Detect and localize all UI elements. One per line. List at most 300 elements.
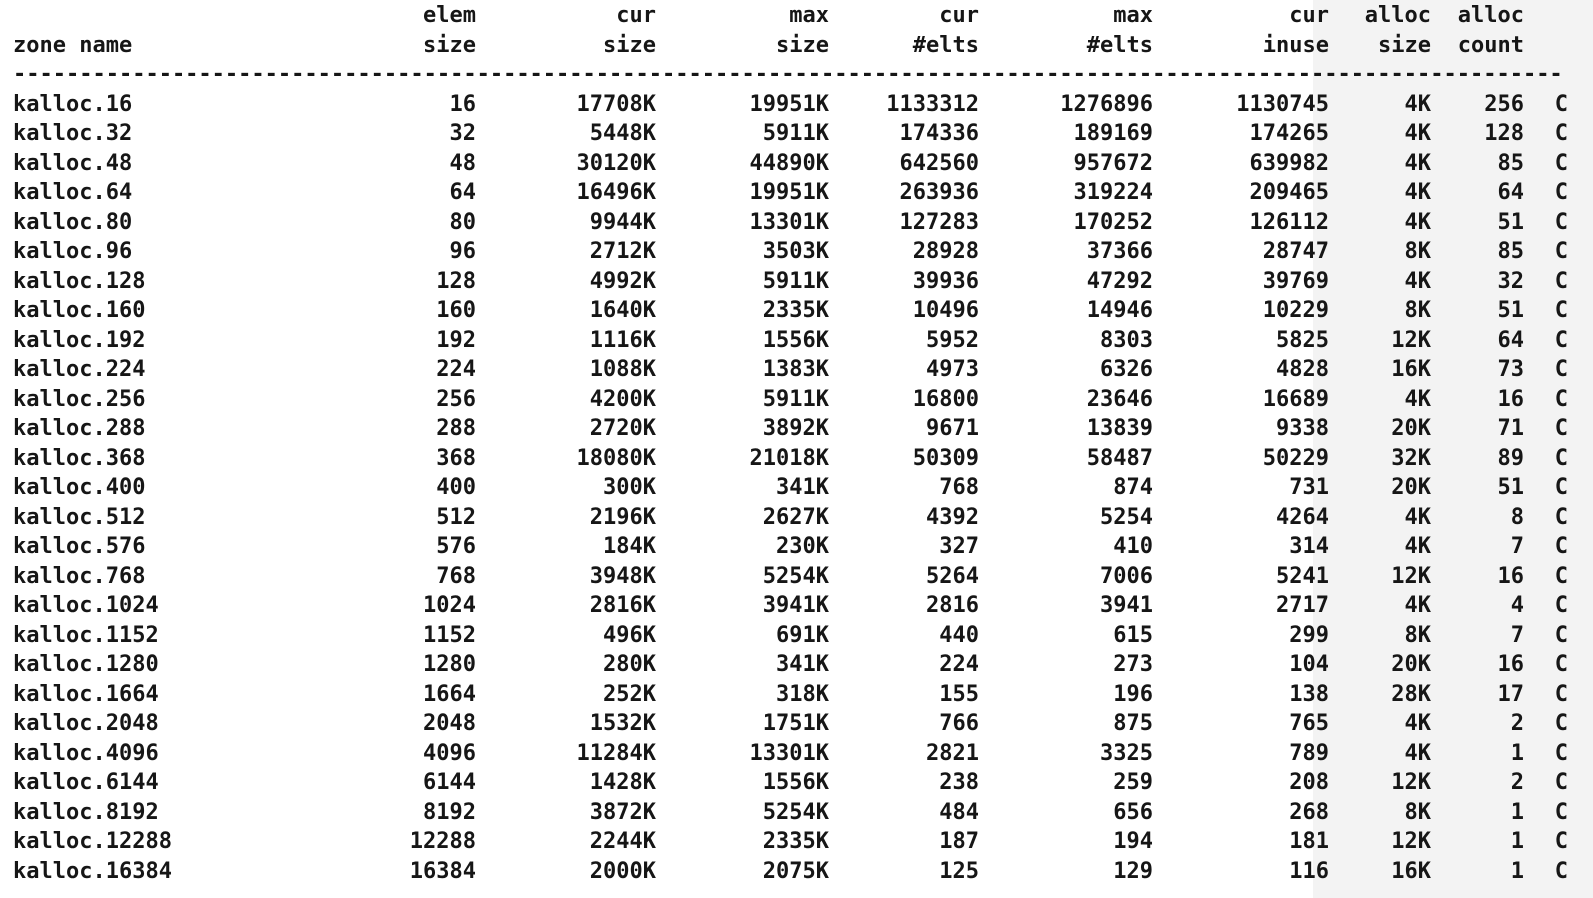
cell-cur-inuse: 174265 <box>1249 121 1329 146</box>
cell-flags: C <box>1554 327 1568 353</box>
cell-alloc-count: 85 <box>1497 150 1524 176</box>
cell-alloc-size: 4K <box>1404 209 1431 235</box>
cell-cur-size: 2244K <box>589 829 656 854</box>
cell-zone-name: kalloc.576 <box>13 534 146 559</box>
col-header-max-size: max <box>789 3 829 28</box>
cell-alloc-count: 51 <box>1497 209 1524 235</box>
cell-cur-inuse: 50229 <box>1262 445 1329 471</box>
cell-cur-size: 16496K <box>576 180 656 205</box>
cell-max-size: 1751K <box>762 711 829 736</box>
cell-elem-size: 768 <box>436 563 476 589</box>
cell-max-elts: 259 <box>1113 770 1153 795</box>
col-header-cur-elts: #elts <box>912 32 979 58</box>
cell-max-elts: 189169 <box>1073 121 1153 146</box>
cell-alloc-size: 20K <box>1391 475 1431 500</box>
cell-alloc-count: 89 <box>1497 445 1524 471</box>
cell-cur-elts: 2821 <box>926 740 979 766</box>
cell-elem-size: 1152 <box>423 622 476 648</box>
cell-zone-name: kalloc.288 <box>13 416 146 441</box>
cell-cur-inuse: 104 <box>1289 652 1329 677</box>
cell-max-size: 230K <box>776 534 829 559</box>
cell-cur-elts: 642560 <box>899 150 979 176</box>
cell-cur-elts: 1133312 <box>886 91 979 117</box>
cell-alloc-size: 12K <box>1391 563 1431 589</box>
table-row <box>13 296 1568 326</box>
cell-elem-size: 1664 <box>423 681 476 707</box>
cell-cur-inuse: 765 <box>1289 711 1329 736</box>
cell-zone-name: kalloc.32 <box>13 121 133 146</box>
table-row <box>13 237 1568 267</box>
cell-cur-elts: 125 <box>939 858 979 884</box>
cell-elem-size: 160 <box>436 298 476 323</box>
cell-alloc-count: 1 <box>1510 799 1524 825</box>
cell-cur-inuse: 268 <box>1289 799 1329 825</box>
cell-alloc-count: 32 <box>1497 268 1524 294</box>
cell-cur-elts: 484 <box>939 799 979 825</box>
cell-max-size: 1383K <box>762 357 829 382</box>
cell-max-size: 318K <box>776 681 829 707</box>
col-header-zone-name <box>13 1 349 31</box>
table-row <box>13 355 1568 385</box>
cell-elem-size: 1280 <box>423 652 476 677</box>
cell-alloc-size: 12K <box>1391 829 1431 854</box>
cell-cur-elts: 224 <box>939 652 979 677</box>
cell-alloc-count: 2 <box>1510 770 1524 795</box>
cell-max-elts: 319224 <box>1073 180 1153 205</box>
cell-alloc-size: 4K <box>1404 504 1431 530</box>
cell-alloc-count: 17 <box>1497 681 1524 707</box>
table-row <box>13 798 1568 828</box>
cell-alloc-count: 256 <box>1484 91 1524 117</box>
cell-cur-elts: 10496 <box>912 298 979 323</box>
cell-alloc-count: 51 <box>1497 298 1524 323</box>
col-header-cur-inuse: cur <box>1289 3 1329 28</box>
cell-cur-size: 1428K <box>589 770 656 795</box>
col-header-flags <box>1524 31 1568 61</box>
cell-max-elts: 3325 <box>1100 740 1153 766</box>
col-header-elem-size: size <box>423 32 476 58</box>
cell-cur-elts: 39936 <box>912 268 979 294</box>
cell-alloc-count: 16 <box>1497 386 1524 412</box>
col-header-alloc-size: alloc <box>1364 3 1431 28</box>
cell-max-size: 19951K <box>749 180 829 205</box>
cell-max-elts: 273 <box>1113 652 1153 677</box>
cell-zone-name: kalloc.6144 <box>13 770 159 795</box>
cell-alloc-count: 4 <box>1510 593 1524 618</box>
cell-cur-inuse: 5241 <box>1276 563 1329 589</box>
cell-zone-name: kalloc.16 <box>13 91 133 117</box>
cell-alloc-size: 4K <box>1404 534 1431 559</box>
cell-cur-size: 3948K <box>589 563 656 589</box>
cell-flags: C <box>1554 534 1568 559</box>
cell-cur-inuse: 4828 <box>1276 357 1329 382</box>
cell-cur-elts: 440 <box>939 622 979 648</box>
cell-cur-elts: 768 <box>939 475 979 500</box>
cell-flags: C <box>1554 150 1568 176</box>
cell-alloc-count: 71 <box>1497 416 1524 441</box>
cell-zone-name: kalloc.400 <box>13 475 146 500</box>
cell-max-elts: 37366 <box>1086 239 1153 264</box>
cell-cur-size: 1532K <box>589 711 656 736</box>
cell-zone-name: kalloc.768 <box>13 563 146 589</box>
col-header-flags <box>1524 1 1568 31</box>
cell-cur-inuse: 299 <box>1289 622 1329 648</box>
cell-cur-elts: 187 <box>939 829 979 854</box>
cell-flags: C <box>1554 298 1568 323</box>
cell-cur-elts: 16800 <box>912 386 979 412</box>
cell-max-size: 1556K <box>762 770 829 795</box>
cell-max-size: 19951K <box>749 91 829 117</box>
zone-table-body <box>13 90 1568 887</box>
cell-flags: C <box>1554 357 1568 382</box>
cell-cur-size: 17708K <box>576 91 656 117</box>
cell-alloc-size: 8K <box>1404 239 1431 264</box>
cell-alloc-size: 8K <box>1404 298 1431 323</box>
cell-cur-size: 18080K <box>576 445 656 471</box>
cell-cur-elts: 174336 <box>899 121 979 146</box>
cell-cur-inuse: 1130745 <box>1236 91 1329 117</box>
cell-max-size: 3503K <box>762 239 829 264</box>
cell-flags: C <box>1554 711 1568 736</box>
table-row <box>13 444 1568 474</box>
cell-elem-size: 368 <box>436 445 476 471</box>
cell-cur-elts: 263936 <box>899 180 979 205</box>
cell-alloc-size: 4K <box>1404 91 1431 117</box>
table-row <box>13 385 1568 415</box>
cell-zone-name: kalloc.1024 <box>13 593 159 618</box>
table-row <box>13 208 1568 238</box>
cell-cur-inuse: 639982 <box>1249 150 1329 176</box>
cell-flags: C <box>1554 475 1568 500</box>
col-header-cur-inuse: inuse <box>1262 32 1329 58</box>
table-row <box>13 532 1568 562</box>
cell-alloc-size: 28K <box>1391 681 1431 707</box>
cell-cur-elts: 28928 <box>912 239 979 264</box>
cell-cur-size: 184K <box>603 534 656 559</box>
cell-elem-size: 16384 <box>409 858 476 884</box>
table-row <box>13 149 1568 179</box>
cell-cur-size: 496K <box>603 622 656 648</box>
cell-flags: C <box>1554 563 1568 589</box>
cell-zone-name: kalloc.8192 <box>13 799 159 825</box>
cell-max-size: 3941K <box>762 593 829 618</box>
table-row <box>13 709 1568 739</box>
cell-alloc-size: 4K <box>1404 386 1431 412</box>
cell-alloc-size: 12K <box>1391 770 1431 795</box>
cell-max-size: 44890K <box>749 150 829 176</box>
cell-cur-inuse: 731 <box>1289 475 1329 500</box>
cell-alloc-count: 16 <box>1497 563 1524 589</box>
table-row <box>13 503 1568 533</box>
cell-cur-inuse: 138 <box>1289 681 1329 707</box>
table-row <box>13 414 1568 444</box>
cell-cur-size: 252K <box>603 681 656 707</box>
cell-cur-size: 2000K <box>589 858 656 884</box>
cell-zone-name: kalloc.192 <box>13 327 146 353</box>
cell-max-elts: 129 <box>1113 858 1153 884</box>
cell-cur-inuse: 181 <box>1289 829 1329 854</box>
cell-alloc-size: 16K <box>1391 858 1431 884</box>
cell-alloc-size: 4K <box>1404 268 1431 294</box>
cell-cur-size: 9944K <box>589 209 656 235</box>
cell-alloc-size: 32K <box>1391 445 1431 471</box>
cell-max-size: 341K <box>776 475 829 500</box>
cell-max-size: 13301K <box>749 209 829 235</box>
table-row <box>13 119 1568 149</box>
cell-max-size: 1556K <box>762 327 829 353</box>
col-header-alloc-count: count <box>1457 32 1524 58</box>
cell-cur-inuse: 209465 <box>1249 180 1329 205</box>
cell-flags: C <box>1554 681 1568 707</box>
cell-flags: C <box>1554 652 1568 677</box>
cell-cur-elts: 155 <box>939 681 979 707</box>
cell-max-size: 341K <box>776 652 829 677</box>
cell-max-elts: 196 <box>1113 681 1153 707</box>
cell-max-elts: 47292 <box>1086 268 1153 294</box>
cell-alloc-size: 8K <box>1404 799 1431 825</box>
cell-cur-inuse: 10229 <box>1262 298 1329 323</box>
table-row <box>13 857 1568 887</box>
cell-max-size: 2335K <box>762 298 829 323</box>
cell-alloc-size: 4K <box>1404 740 1431 766</box>
col-header-zone-name: zone name <box>13 32 133 58</box>
cell-flags: C <box>1554 209 1568 235</box>
terminal-output <box>13 1 1568 886</box>
cell-cur-elts: 327 <box>939 534 979 559</box>
cell-max-size: 2075K <box>762 858 829 884</box>
cell-cur-inuse: 9338 <box>1276 416 1329 441</box>
cell-zone-name: kalloc.48 <box>13 150 133 176</box>
cell-max-size: 2627K <box>762 504 829 530</box>
cell-cur-size: 1640K <box>589 298 656 323</box>
cell-elem-size: 80 <box>449 209 476 235</box>
cell-flags: C <box>1554 799 1568 825</box>
cell-max-size: 5911K <box>762 386 829 412</box>
cell-alloc-size: 16K <box>1391 357 1431 382</box>
cell-flags: C <box>1554 740 1568 766</box>
cell-alloc-size: 20K <box>1391 416 1431 441</box>
cell-zone-name: kalloc.368 <box>13 445 146 471</box>
cell-cur-inuse: 4264 <box>1276 504 1329 530</box>
cell-zone-name: kalloc.1152 <box>13 622 159 648</box>
cell-max-size: 5254K <box>762 563 829 589</box>
cell-max-elts: 957672 <box>1073 150 1153 176</box>
cell-zone-name: kalloc.12288 <box>13 829 172 854</box>
cell-max-elts: 7006 <box>1100 563 1153 589</box>
cell-cur-size: 5448K <box>589 121 656 146</box>
header-separator: --------------------------------------------------------------------------------------------------------------------- <box>13 62 1563 87</box>
cell-flags: C <box>1554 622 1568 648</box>
cell-elem-size: 128 <box>436 268 476 294</box>
col-header-max-size: size <box>776 32 829 58</box>
cell-alloc-count: 2 <box>1510 711 1524 736</box>
cell-flags: C <box>1554 504 1568 530</box>
cell-max-elts: 1276896 <box>1060 91 1153 117</box>
table-header-line-1 <box>13 1 1568 31</box>
cell-cur-inuse: 2717 <box>1276 593 1329 618</box>
cell-cur-size: 4200K <box>589 386 656 412</box>
cell-zone-name: kalloc.224 <box>13 357 146 382</box>
cell-max-size: 691K <box>776 622 829 648</box>
cell-max-elts: 194 <box>1113 829 1153 854</box>
cell-flags: C <box>1554 770 1568 795</box>
cell-max-elts: 3941 <box>1100 593 1153 618</box>
cell-zone-name: kalloc.16384 <box>13 858 172 884</box>
col-header-elem-size: elem <box>423 3 476 28</box>
table-row <box>13 621 1568 651</box>
cell-max-elts: 410 <box>1113 534 1153 559</box>
cell-cur-size: 2712K <box>589 239 656 264</box>
cell-elem-size: 512 <box>436 504 476 530</box>
cell-flags: C <box>1554 268 1568 294</box>
cell-flags: C <box>1554 91 1568 117</box>
cell-elem-size: 256 <box>436 386 476 412</box>
cell-cur-elts: 50309 <box>912 445 979 471</box>
cell-alloc-size: 4K <box>1404 121 1431 146</box>
cell-cur-size: 1116K <box>589 327 656 353</box>
cell-max-elts: 14946 <box>1086 298 1153 323</box>
cell-cur-size: 300K <box>603 475 656 500</box>
cell-elem-size: 48 <box>449 150 476 176</box>
cell-alloc-size: 20K <box>1391 652 1431 677</box>
table-row <box>13 90 1568 120</box>
cell-cur-inuse: 314 <box>1289 534 1329 559</box>
cell-zone-name: kalloc.128 <box>13 268 146 294</box>
cell-cur-inuse: 126112 <box>1249 209 1329 235</box>
cell-cur-inuse: 16689 <box>1262 386 1329 412</box>
table-header-line-2 <box>13 31 1568 61</box>
cell-flags: C <box>1554 416 1568 441</box>
cell-cur-size: 280K <box>603 652 656 677</box>
cell-zone-name: kalloc.64 <box>13 180 133 205</box>
cell-alloc-size: 4K <box>1404 711 1431 736</box>
cell-flags: C <box>1554 858 1568 884</box>
cell-cur-elts: 4392 <box>926 504 979 530</box>
cell-alloc-count: 7 <box>1510 534 1524 559</box>
cell-cur-elts: 766 <box>939 711 979 736</box>
cell-alloc-size: 4K <box>1404 180 1431 205</box>
table-row <box>13 650 1568 680</box>
cell-zone-name: kalloc.2048 <box>13 711 159 736</box>
cell-elem-size: 8192 <box>423 799 476 825</box>
cell-flags: C <box>1554 593 1568 618</box>
cell-flags: C <box>1554 180 1568 205</box>
cell-max-elts: 170252 <box>1073 209 1153 235</box>
table-row <box>13 326 1568 356</box>
cell-max-elts: 8303 <box>1100 327 1153 353</box>
cell-alloc-count: 1 <box>1510 829 1524 854</box>
cell-alloc-count: 51 <box>1497 475 1524 500</box>
cell-max-size: 5911K <box>762 121 829 146</box>
cell-elem-size: 2048 <box>423 711 476 736</box>
cell-elem-size: 288 <box>436 416 476 441</box>
col-header-max-elts: max <box>1113 3 1153 28</box>
cell-zone-name: kalloc.1664 <box>13 681 159 707</box>
cell-alloc-count: 64 <box>1497 180 1524 205</box>
cell-alloc-count: 73 <box>1497 357 1524 382</box>
cell-max-elts: 58487 <box>1086 445 1153 471</box>
cell-zone-name: kalloc.96 <box>13 239 133 264</box>
cell-alloc-size: 4K <box>1404 593 1431 618</box>
cell-elem-size: 1024 <box>423 593 476 618</box>
cell-alloc-size: 4K <box>1404 150 1431 176</box>
cell-elem-size: 576 <box>436 534 476 559</box>
cell-max-elts: 23646 <box>1086 386 1153 412</box>
cell-cur-size: 11284K <box>576 740 656 766</box>
cell-cur-elts: 2816 <box>926 593 979 618</box>
col-header-cur-size: size <box>603 32 656 58</box>
cell-elem-size: 32 <box>449 121 476 146</box>
cell-max-elts: 874 <box>1113 475 1153 500</box>
cell-cur-elts: 238 <box>939 770 979 795</box>
col-header-cur-size: cur <box>616 3 656 28</box>
cell-cur-size: 30120K <box>576 150 656 176</box>
table-row <box>13 827 1568 857</box>
cell-zone-name: kalloc.1280 <box>13 652 159 677</box>
cell-alloc-size: 12K <box>1391 327 1431 353</box>
cell-max-elts: 13839 <box>1086 416 1153 441</box>
cell-elem-size: 64 <box>449 180 476 205</box>
cell-max-elts: 875 <box>1113 711 1153 736</box>
cell-flags: C <box>1554 239 1568 264</box>
cell-zone-name: kalloc.160 <box>13 298 146 323</box>
cell-alloc-size: 8K <box>1404 622 1431 648</box>
table-row <box>13 768 1568 798</box>
cell-elem-size: 192 <box>436 327 476 353</box>
table-row <box>13 267 1568 297</box>
cell-cur-size: 4992K <box>589 268 656 294</box>
cell-cur-elts: 127283 <box>899 209 979 235</box>
cell-max-size: 5911K <box>762 268 829 294</box>
cell-alloc-count: 128 <box>1484 121 1524 146</box>
col-header-max-elts: #elts <box>1086 32 1153 58</box>
cell-cur-elts: 4973 <box>926 357 979 382</box>
cell-cur-elts: 9671 <box>926 416 979 441</box>
cell-elem-size: 96 <box>449 239 476 264</box>
table-row <box>13 562 1568 592</box>
table-row <box>13 739 1568 769</box>
cell-cur-size: 1088K <box>589 357 656 382</box>
cell-cur-size: 2816K <box>589 593 656 618</box>
cell-cur-inuse: 116 <box>1289 858 1329 884</box>
cell-cur-inuse: 5825 <box>1276 327 1329 353</box>
cell-max-elts: 6326 <box>1100 357 1153 382</box>
cell-cur-size: 3872K <box>589 799 656 825</box>
cell-cur-size: 2720K <box>589 416 656 441</box>
cell-alloc-count: 7 <box>1510 622 1524 648</box>
cell-cur-inuse: 789 <box>1289 740 1329 766</box>
table-row <box>13 473 1568 503</box>
cell-alloc-count: 16 <box>1497 652 1524 677</box>
table-row <box>13 591 1568 621</box>
cell-flags: C <box>1554 445 1568 471</box>
cell-elem-size: 224 <box>436 357 476 382</box>
cell-cur-elts: 5952 <box>926 327 979 353</box>
cell-max-size: 13301K <box>749 740 829 766</box>
cell-alloc-count: 1 <box>1510 740 1524 766</box>
col-header-cur-elts: cur <box>939 3 979 28</box>
cell-cur-inuse: 28747 <box>1262 239 1329 264</box>
cell-zone-name: kalloc.512 <box>13 504 146 530</box>
cell-elem-size: 6144 <box>423 770 476 795</box>
cell-elem-size: 16 <box>449 91 476 117</box>
cell-max-elts: 656 <box>1113 799 1153 825</box>
cell-flags: C <box>1554 386 1568 412</box>
cell-max-size: 5254K <box>762 799 829 825</box>
cell-elem-size: 12288 <box>409 829 476 854</box>
col-header-alloc-count: alloc <box>1457 3 1524 28</box>
cell-cur-elts: 5264 <box>926 563 979 589</box>
